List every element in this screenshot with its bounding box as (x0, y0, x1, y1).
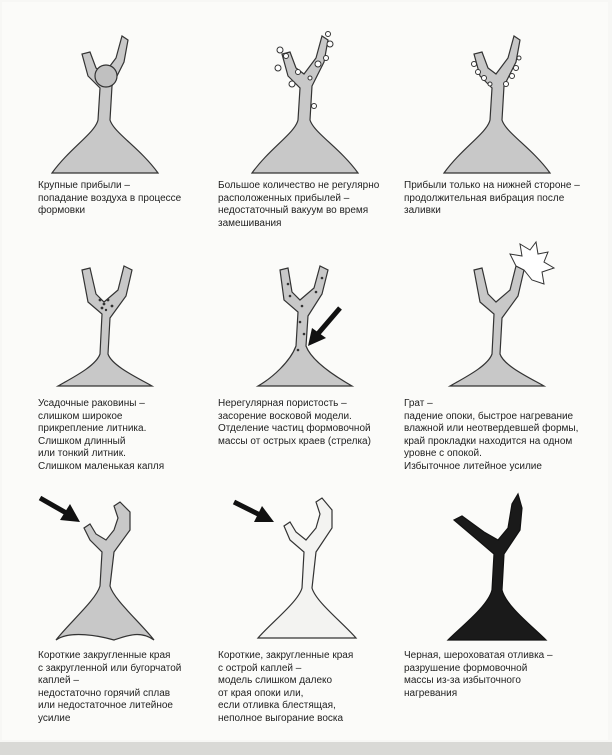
caption-many-irregular-nodules: Большое количество не регулярно расположенных прибылей – недостаточный вакуум во время замешивания (218, 180, 380, 229)
figure-many-irregular-nodules (240, 28, 370, 178)
caption-fins: Грат – падение опоки, быстрое нагревание влажной или неотвердевшей формы, край прокладки находится на одном уровне с опокой. Избыточное литейное усилие (404, 398, 579, 472)
figure-large-nodules (40, 28, 170, 178)
caption-large-nodules: Крупные прибыли – попадание воздуха в процессе формовки (38, 180, 182, 217)
casting-body (444, 36, 550, 173)
caption-underside-nodules: Прибыли только на нижней стороне – продолжительная вибрация после заливки (404, 180, 580, 217)
casting-body (258, 266, 352, 386)
arrow-icon (40, 498, 80, 522)
caption-rounded-margins: Короткие закругленные края с закругленной или бугорчатой каплей – недостаточно горячий сплав или недостаточное литейное усилие (38, 650, 182, 724)
casting-body (448, 494, 546, 640)
figure-rounded-margins (30, 490, 180, 650)
figure-black-rough (432, 490, 572, 650)
casting-body (450, 266, 544, 386)
caption-rounded-margins-sharp: Короткие, закругленные края с острой каплей – модель слишком далеко от края опоки или, если отливка блестящая, неполное выгорание воска (218, 650, 354, 724)
caption-shrinkage-porosity: Усадочные раковины – слишком широкое прикрепление литника. Слишком длинный или тонкий литник. Слишком маленькая капля (38, 398, 165, 472)
figure-underside-nodules (432, 28, 562, 178)
large-bubble (95, 65, 117, 87)
figure-rounded-margins-sharp (232, 490, 382, 650)
caption-black-rough: Черная, шероховатая отливка – разрушение формовочной массы из-за избыточного нагревания (404, 650, 553, 699)
figure-shrinkage-porosity (40, 262, 170, 395)
casting-body (258, 498, 356, 638)
casting-body (58, 266, 152, 386)
casting-body (252, 36, 358, 173)
casting-body (56, 502, 154, 640)
page-bottom-strip (0, 742, 612, 755)
arrow-icon (308, 308, 340, 346)
arrow-icon (234, 502, 274, 522)
figure-fins (432, 240, 572, 395)
figure-irregular-porosity (240, 262, 380, 395)
caption-irregular-porosity: Нерегулярная пористость – засорение восковой модели. Отделение частиц формовочной массы от острых краев (стрелка) (218, 398, 371, 447)
casting-body (52, 36, 158, 173)
